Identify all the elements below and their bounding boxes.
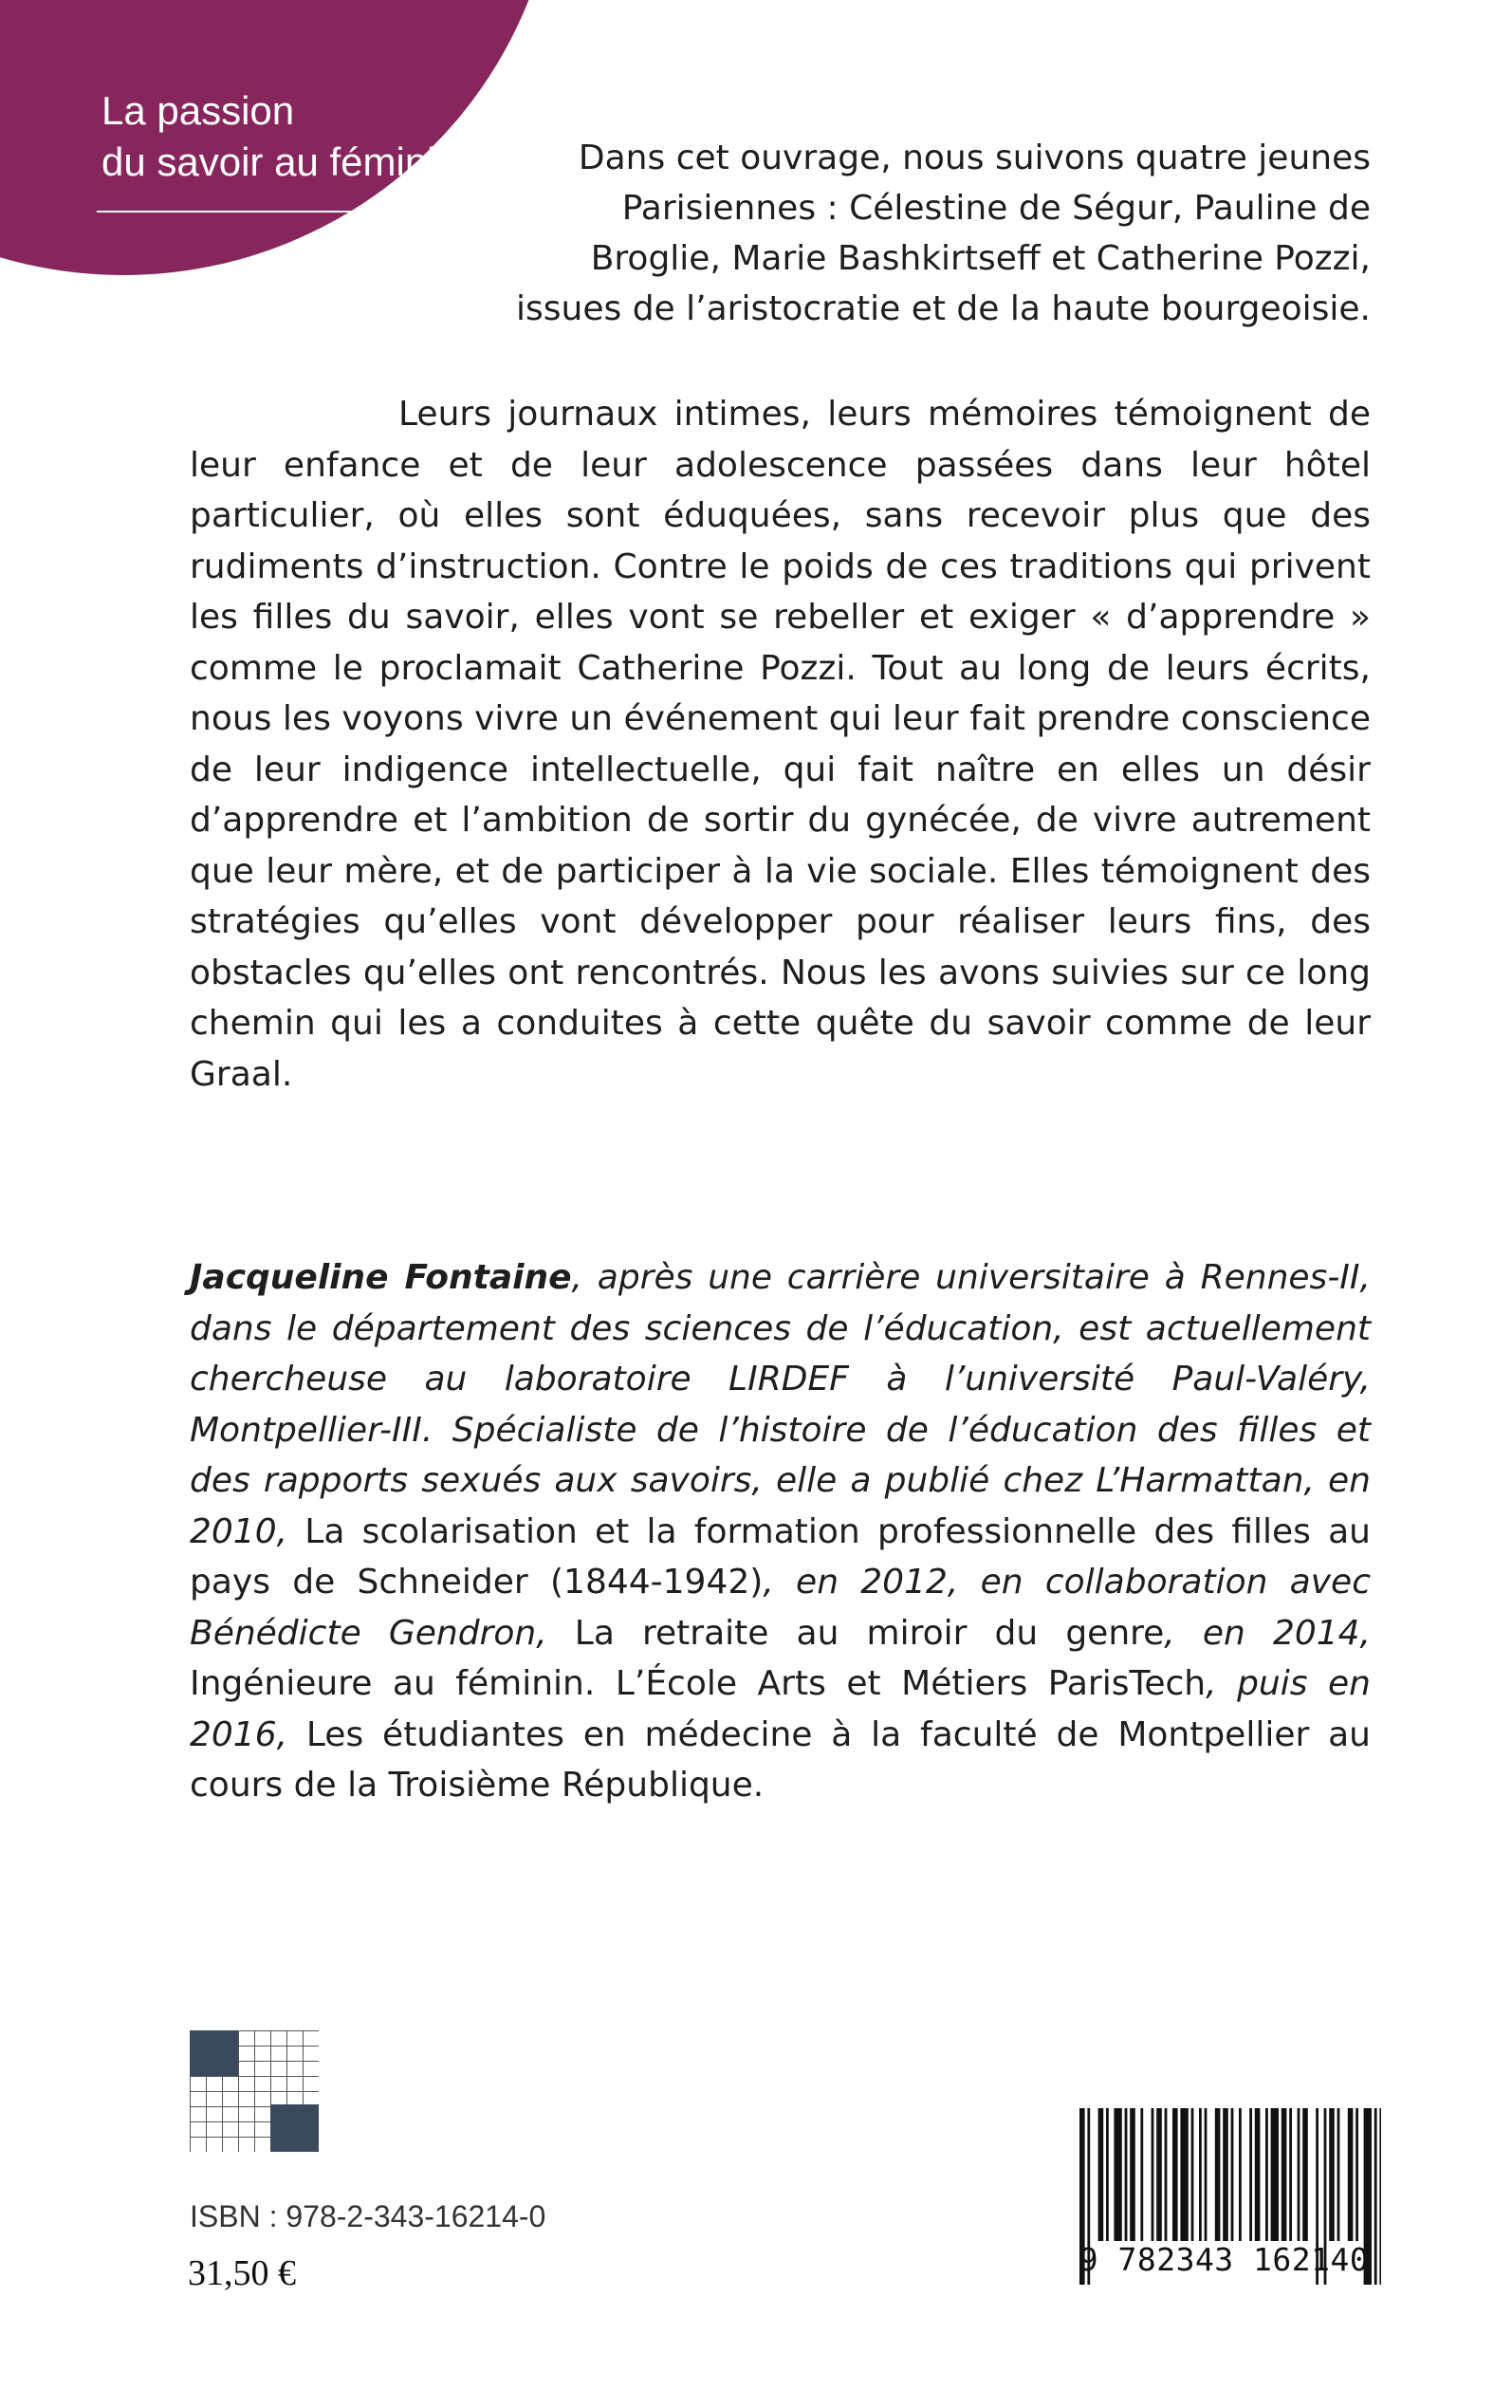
- isbn-number: ISBN : 978-2-343-16214-0: [190, 2199, 546, 2233]
- barcode-bar: [1152, 2108, 1154, 2241]
- collection-title: [101, 85, 458, 188]
- barcode-bar: [1191, 2108, 1194, 2241]
- barcode-bar: [1114, 2108, 1121, 2241]
- book-title-1: La scolarisation et la formation professionnelle des filles au pays de Schneider (1844-1942): [190, 1511, 1371, 1602]
- barcode-bar: [1215, 2108, 1221, 2241]
- barcode-bar: [1302, 2108, 1308, 2241]
- title-line-1: La passion: [101, 88, 295, 133]
- barcode-bar: [1106, 2108, 1109, 2241]
- barcode-bar: [1271, 2108, 1279, 2241]
- barcode-bar: [1098, 2108, 1104, 2241]
- barcode-bar: [1140, 2108, 1143, 2241]
- barcode-bar: [1165, 2108, 1168, 2241]
- barcode-bar: [1239, 2108, 1242, 2241]
- barcode-bar: [1255, 2108, 1261, 2241]
- bio-text-2: , en 2012, en collaboration avec Bénédicte Gendron,: [190, 1563, 1371, 1653]
- bio-text-4: , puis en 2016,: [190, 1664, 1371, 1754]
- barcode-bar: [1205, 2108, 1208, 2241]
- barcode-digits: 9 782343 162140: [1079, 2241, 1370, 2278]
- title-line-2: du savoir au féminin: [101, 139, 458, 184]
- barcode-bar: [1329, 2108, 1335, 2241]
- book-title-3: Ingénieure au féminin. L’École Arts et Métiers ParisTech: [190, 1664, 1207, 1703]
- author-name: Jacqueline Fontaine: [190, 1258, 572, 1297]
- intro-paragraph: Dans cet ouvrage, nous suivons quatre jeunes Parisiennes : Célestine de Ségur, Pauline de Broglie, Marie Bashkirtseff et Catherine Pozzi, issues de l’aristocratie et de la haute bourgeoisie.: [516, 139, 1371, 328]
- barcode-bar: [1156, 2108, 1162, 2241]
- barcode-bar: [1249, 2108, 1252, 2241]
- title-underline: [97, 211, 429, 213]
- barcode-bar: [1337, 2108, 1340, 2241]
- book-title-2: La retraite au miroir du genre: [546, 1613, 1165, 1653]
- book-title-4: Les étudiantes en médecine à la faculté de Montpellier au cours de la Troisième République.: [190, 1714, 1371, 1805]
- barcode-bar: [1355, 2108, 1358, 2241]
- logo-block-top: [190, 2030, 238, 2076]
- barcode-bar: [1125, 2108, 1128, 2241]
- barcode-bar: [1130, 2108, 1135, 2241]
- barcode-bar: [1231, 2108, 1234, 2241]
- barcode-bar: [1223, 2108, 1228, 2241]
- bio-text-3: , en 2014,: [1164, 1613, 1371, 1653]
- barcode-bar: [1180, 2108, 1188, 2241]
- barcode-bar: [1282, 2108, 1287, 2241]
- bio-text-1: , après une carrière universitaire à Rennes-II, dans le département des sciences de l’éducation, est actuellement chercheuse au laboratoire LIRDEF à l’université Paul-Valéry, Montpellier-III. Spécialiste de l’histoire de l’éducation des filles et des rapports sexués aux savoirs, elle a publié chez L’Harmattan, en 2010,: [190, 1258, 1371, 1551]
- price: 31,50 €: [188, 2253, 296, 2293]
- barcode-bar: [1289, 2108, 1292, 2241]
- barcode-bar: [1348, 2108, 1354, 2241]
- summary-paragraph: Leurs journaux intimes, leurs mémoires témoignent de leur enfance et de leur adolescence passées dans leur hôtel particulier, où elles sont éduquées, sans recevoir plus que des rudiments d’instruction. Contre le poids de ces traditions qui privent les filles du savoir, elles vont se rebeller et exiger « d’apprendre » comme le proclamait Catherine Pozzi. Tout au long de leurs écrits, nous les voyons vivre un événement qui leur fait prendre conscience de leur indigence intellectuelle, qui fait naître en elles un désir d’apprendre et l’ambition de sortir du gynécée, de vivre autrement que leur mère, et de participer à la vie sociale. Elles témoignent des stratégies qu’elles vont développer pour réaliser leurs fins, des obstacles qu’elles ont rencontrés. Nous les avons suivies sur ce long chemin qui les a conduites à cette quête du savoir comme de leur Graal.: [190, 395, 1371, 1094]
- barcode-bar: [1172, 2108, 1178, 2241]
- publisher-logo: [190, 2030, 319, 2152]
- barcode-bar: [1199, 2108, 1202, 2241]
- author-bio: [190, 1252, 1371, 1811]
- barcode-bar: [1265, 2108, 1268, 2241]
- logo-block-bottom: [270, 2104, 319, 2152]
- barcode-bar: [1298, 2108, 1300, 2241]
